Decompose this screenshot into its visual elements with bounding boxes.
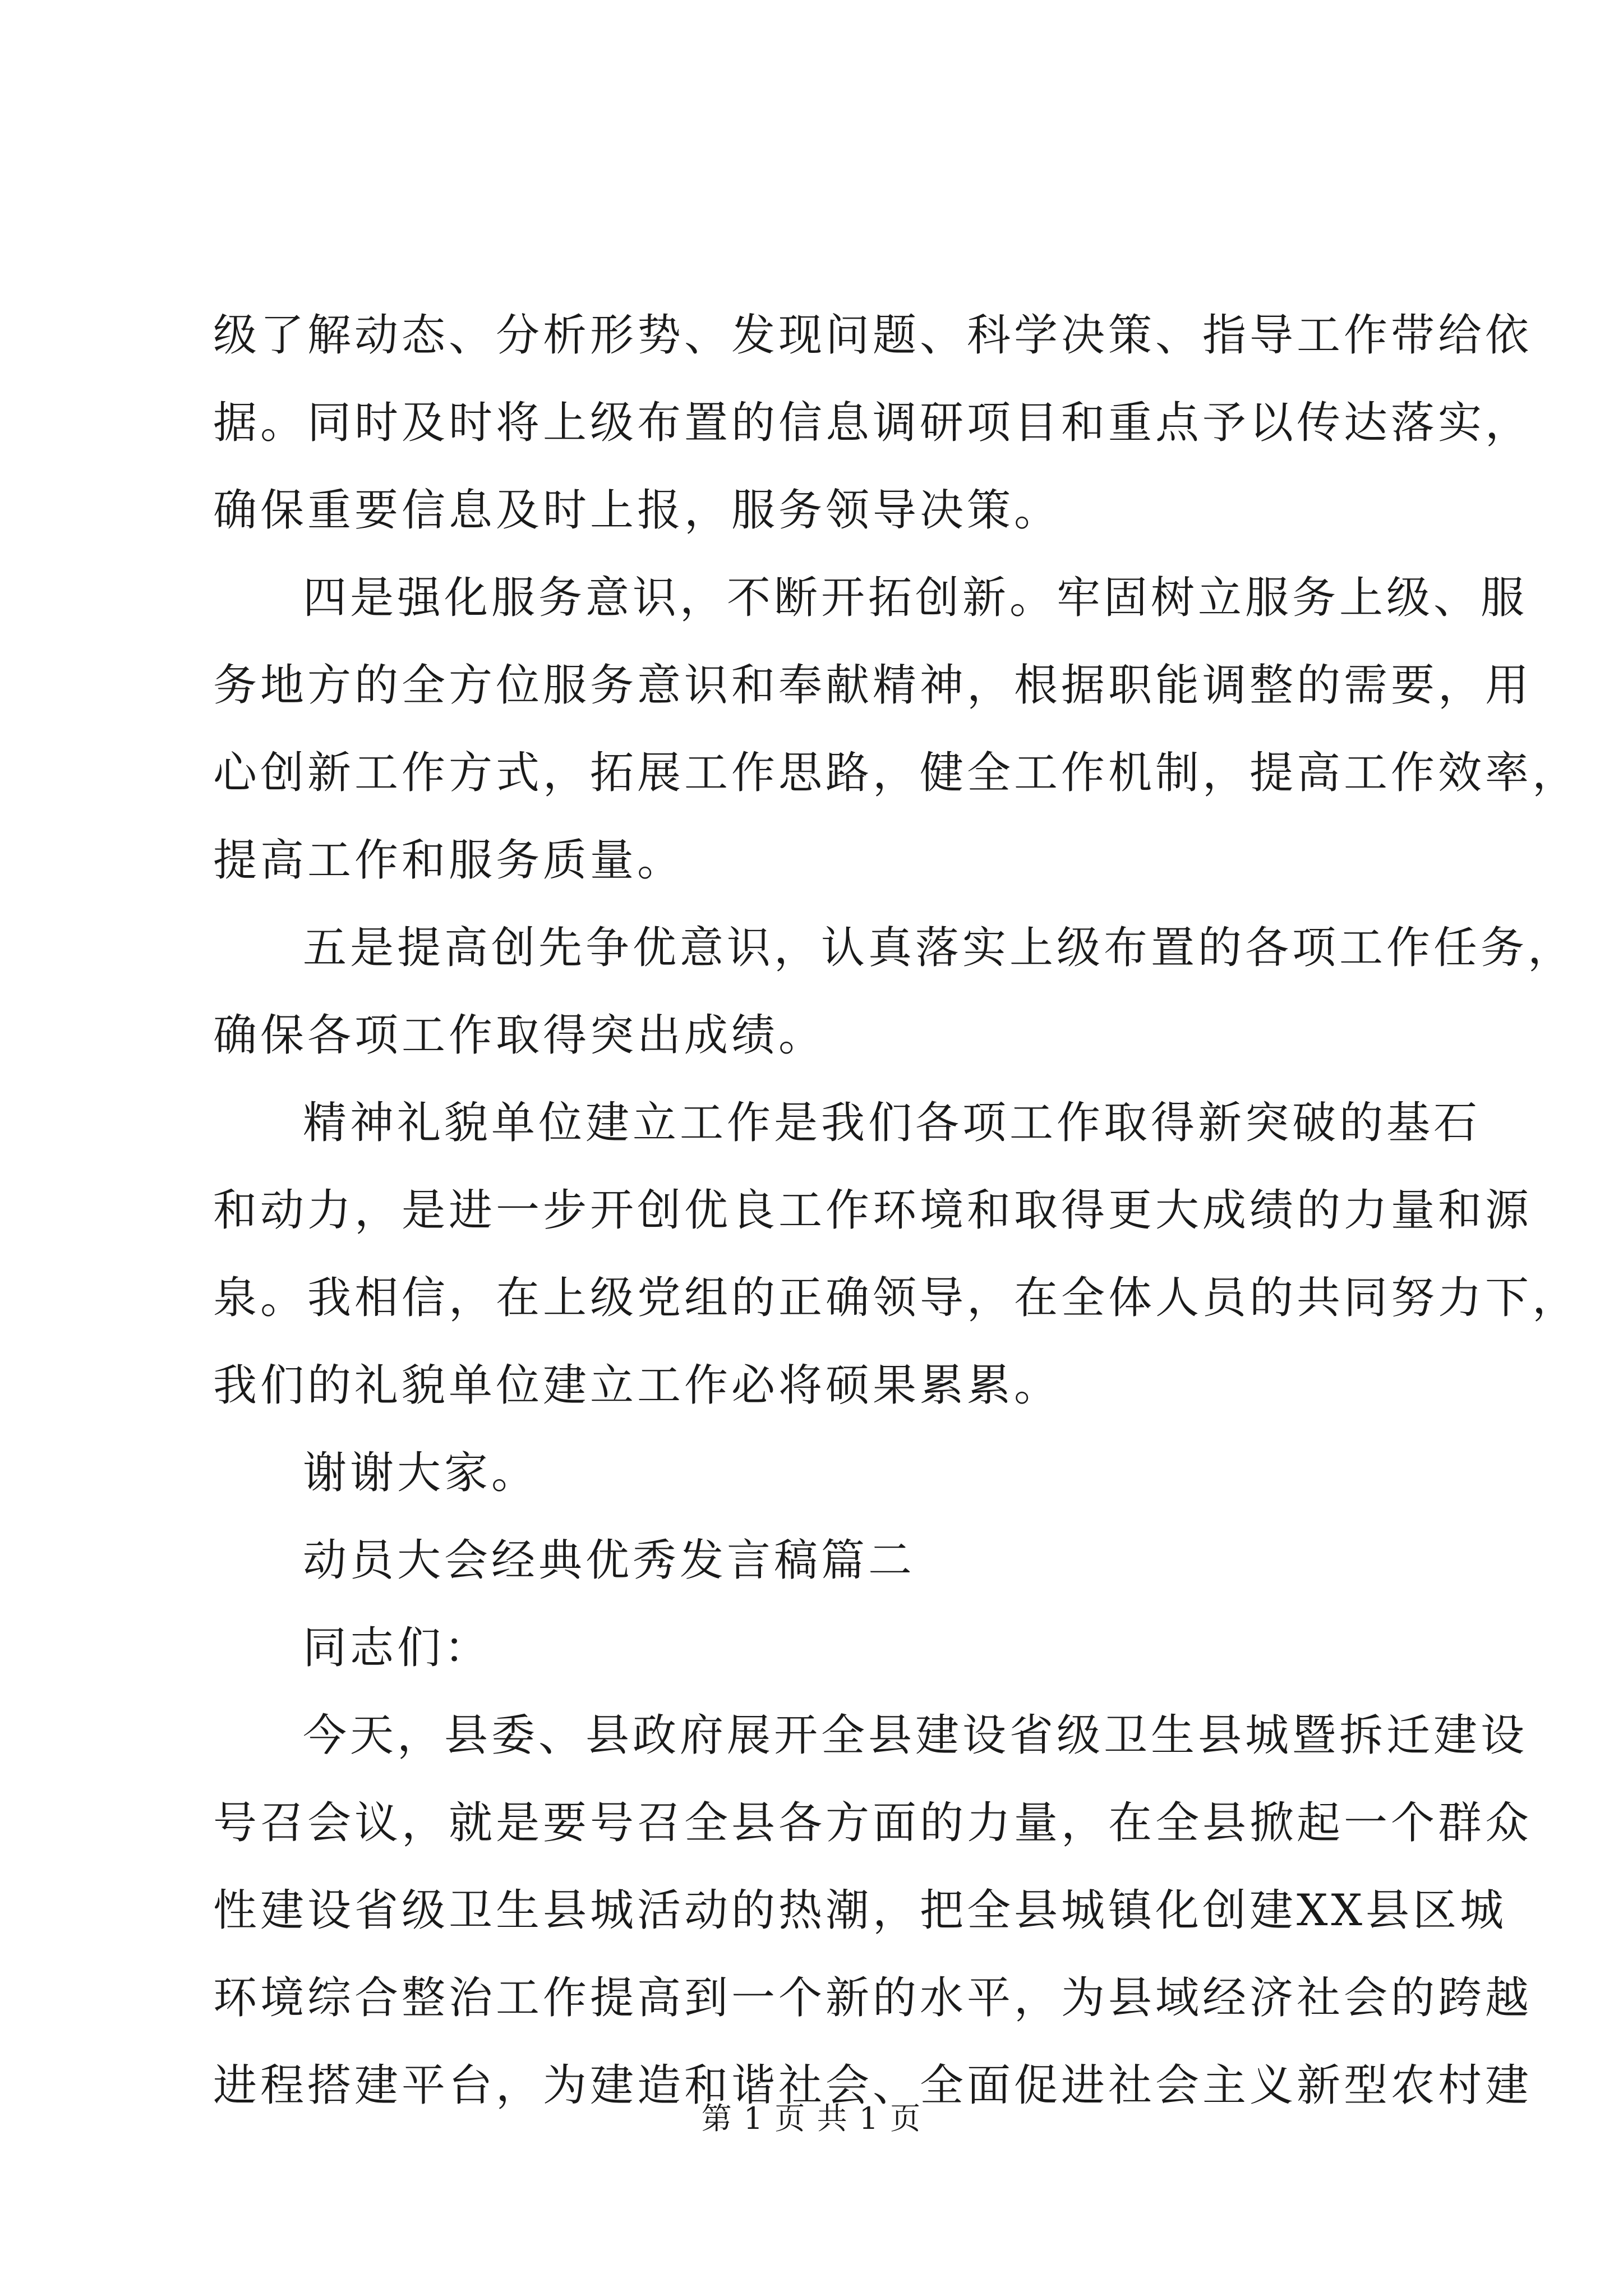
closing-thanks: 谢谢大家。 [303, 1448, 539, 1498]
text-line: 确保各项工作取得突出成绩。 [213, 1010, 826, 1061]
text-line: 据。同时及时将上级布置的信息调研项目和重点予以传达落实， [213, 398, 1533, 448]
text-line: 级了解动态、分析形势、发现问题、科学决策、指导工作带给依 [213, 310, 1533, 361]
text-line: 和动力，是进一步开创优良工作环境和取得更大成绩的力量和源 [213, 1185, 1533, 1236]
paragraph-start-line: 精神礼貌单位建立工作是我们各项工作取得新突破的基石 [303, 1098, 1481, 1148]
salutation: 同志们： [303, 1623, 492, 1673]
text-line: 提高工作和服务质量。 [213, 835, 685, 886]
text-line: 确保重要信息及时上报，服务领导决策。 [213, 485, 1062, 536]
paragraph-start-line: 四是强化服务意识，不断开拓创新。牢固树立服务上级、服 [303, 573, 1528, 623]
paragraph-start-line: 今天，县委、县政府展开全县建设省级卫生县城暨拆迁建设 [303, 1710, 1528, 1761]
text-line: 环境综合整治工作提高到一个新的水平，为县域经济社会的跨越 [213, 1973, 1533, 2023]
paragraph-start-line: 五是提高创先争优意识，认真落实上级布置的各项工作任务， [303, 923, 1575, 973]
text-line: 心创新工作方式，拓展工作思路，健全工作机制，提高工作效率， [213, 748, 1580, 798]
document-body [213, 292, 1580, 2129]
page-number-footer: 第 1 页 共 1 页 [701, 2101, 922, 2136]
text-line: 进程搭建平台，为建造和谐社会、全面促进社会主义新型农村建 [213, 2060, 1533, 2111]
text-line: 我们的礼貌单位建立工作必将硕果累累。 [213, 1360, 1062, 1411]
section-heading: 动员大会经典优秀发言稿篇二 [303, 1535, 916, 1586]
text-line: 号召会议，就是要号召全县各方面的力量，在全县掀起一个群众 [213, 1798, 1533, 1848]
text-line: 性建设省级卫生县城活动的热潮，把全县城镇化创建XX县区城 [213, 1885, 1507, 1936]
text-line: 泉。我相信，在上级党组的正确领导，在全体人员的共同努力下， [213, 1273, 1580, 1323]
text-line: 务地方的全方位服务意识和奉献精神，根据职能调整的需要，用 [213, 660, 1533, 711]
